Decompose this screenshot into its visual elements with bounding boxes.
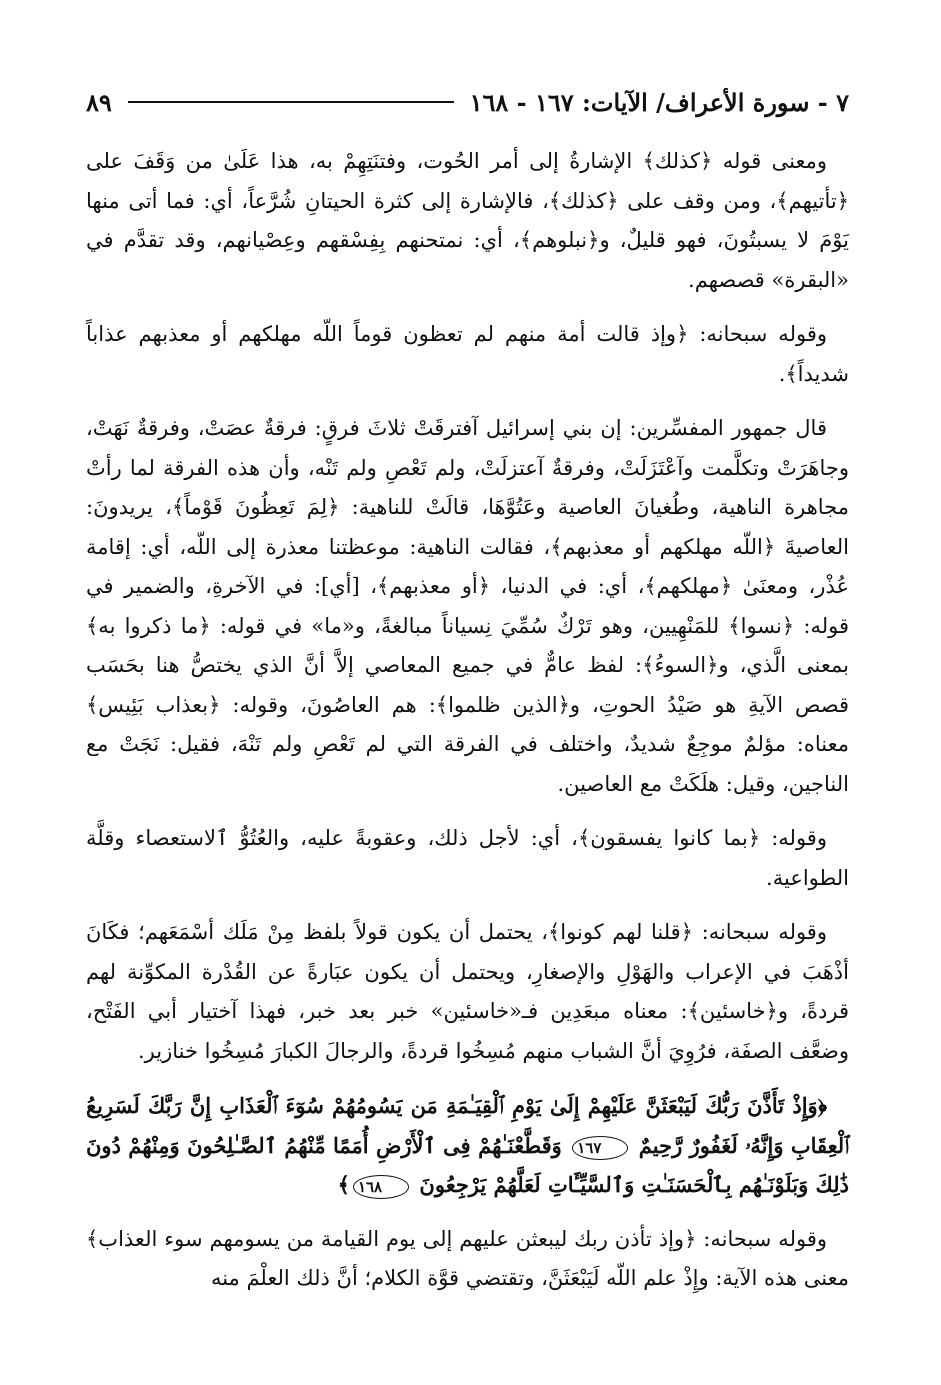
paragraph-1: ومعنى قوله ﴿كذلك﴾ الإشارةُ إلى أمر الحُوت، وفتنَتِهِمْ به، هذا عَلَىٰ من وَقَفَ على ﴿تأتيهم﴾، ومن وقف على ﴿كذلك﴾، فالإشارة إلى كثرة الحيتانِ شُرَّعاً، أي: فما أتى منها يَوْمَ لا يسبتُونَ، فهو قليلٌ، و﴿نبلوهم﴾، أي: نمتحنهم بِفِسْقهم وعِصْيانهم، وقد تقدَّم في «البقرة» قصصهم. bbox=[86, 149, 849, 292]
paragraph-5: وقوله سبحانه: ﴿قلنا لهم كونوا﴾، يحتمل أن يكون قولاً بلفظ مِنْ مَلَك أسْمَعَهم؛ فكَانَ أذْهَبَ في الإعراب والهَوْلِ والإصغارِ، ويحتمل أن يكون عبَارةً عن القُدْرة المكوِّنة لهم قردةً، و﴿خاسئين﴾: معناه مبعَدِين فـ«خاسئين» خبر بعد خبر، فهذا آختيار أبي الفَتْح، وضعَّف الصفَة، فرُوِيَ أنَّ الشباب منهم مُسِخُوا قردةً، والرجالَ الكبارَ مُسِخُوا خنازير. bbox=[86, 920, 849, 1063]
paragraph-6: وقوله سبحانه: ﴿وإذ تأذن ربك ليبعثن عليهم إلى يوم القيامة من يسومهم سوء العذاب﴾ معنى هذه الآية: وإِذْ علم اللّه لَيَبْعَثَنَّ، وتقتضي قوَّة الكلام؛ أنَّ ذلك العلْمَ منه bbox=[86, 1226, 849, 1290]
running-header bbox=[86, 84, 849, 120]
paragraph-2: وقوله سبحانه: ﴿وإذ قالت أمة منهم لم تعظون قوماً اللّه مهلكهم أو معذبهم عذاباً شديداً﴾. bbox=[86, 322, 849, 386]
quran-closing-bracket: ﴾ bbox=[337, 1172, 350, 1197]
body-text bbox=[86, 142, 849, 1314]
paragraph-4: وقوله: ﴿بما كانوا يفسقون﴾، أي: لأجل ذلك، وعقوبةً عليه، والعُتُوُّ ٱلاستعصاء وقلَّة الطواعية. bbox=[86, 826, 849, 890]
header-title: ٧ - سورة الأعراف/ الآيات: ١٦٧ - ١٦٨ bbox=[469, 87, 849, 117]
quran-verses bbox=[86, 1086, 849, 1205]
paragraph-3: قال جمهور المفسِّرين: إن بني إسرائيل آفترقَتْ ثلاثَ فرقٍ: فرقةٌ عصَتْ، وفرقةٌ نَهَتْ، وجاهَرَتْ وتكلَّمت وآعْتَزَلَتْ، وفرقةٌ آعتزلَتْ، ولم تَعْصِ ولم تَنْه، وأن هذه الفرقة لما رأتْ مجاهرة الناهية، وطُغيانَ العاصية وعَتُوَّهَا، قالَتْ للناهية: ﴿لِمَ تَعِظُونَ قَوْماً﴾، يريدونَ: العاصيةَ ﴿اللّه مهلكهم أو معذبهم﴾، فقالت الناهية: موعظتنا معذرة إلى اللّه، أي: إقامة عُذْر، ومعنَىٰ ﴿مهلكهم﴾، أي: في الدنيا، ﴿أو معذبهم﴾، [أي]: في الآخرةِ، والضمير في قوله: ﴿نسوا﴾ للمَنْهِيين، وهو تَرْكٌ سُمِّيَ نِسياناً مبالغةً، و«ما» في قوله: ﴿ما ذكروا به﴾ بمعنى الَّذي، و﴿السوءُ﴾: لفظ عامٌّ في جميع المعاصي إلاَّ أنَّ الذي يختصُّ هنا بحَسَب قصص الآيةِ هو صَيْدُ الحوتِ، و﴿الذين ظلموا﴾: هم العاصُونَ، وقوله: ﴿بعذاب بَئِيس﴾ معناه: مؤلمٌ موجِعٌ شديدٌ، واختلف في الفرقة التي لم تَعْصِ ولم تَنْهَ، فقيل: نَجَتْ مع الناجين، وقيل: هلَكَتْ مع العاصين. bbox=[86, 416, 849, 796]
quran-segment-2: وَقَطَّعْنَـٰهُمْ فِى ٱلْأَرْضِ أُمَمًا مِّنْهُمُ ٱلصَّـٰلِحُونَ وَمِنْهُمْ دُونَ ذَٰلِكَ وَبَلَوْنَـٰهُم بِٱلْحَسَنَـٰتِ وَٱلسَّيِّـَٔاتِ لَعَلَّهُمْ يَرْجِعُونَ bbox=[86, 1132, 849, 1197]
quran-segment-1: ﴿وَإِذْ تَأَذَّنَ رَبُّكَ لَيَبْعَثَنَّ عَلَيْهِمْ إِلَىٰ يَوْمِ ٱلْقِيَـٰمَةِ مَن يَسُومُهُمْ سُوٓءَ ٱلْعَذَابِ إِنَّ رَبَّكَ لَسَرِيعُ ٱلْعِقَابِ وَإِنَّهُۥ لَغَفُورٌ رَّحِيمٌ bbox=[86, 1093, 850, 1158]
page-number: ٨٩ bbox=[86, 87, 112, 117]
ayah-number-168: ١٦٨ bbox=[353, 1175, 409, 1199]
header-rule bbox=[128, 101, 454, 103]
ayah-number-167: ١٦٧ bbox=[572, 1136, 628, 1160]
